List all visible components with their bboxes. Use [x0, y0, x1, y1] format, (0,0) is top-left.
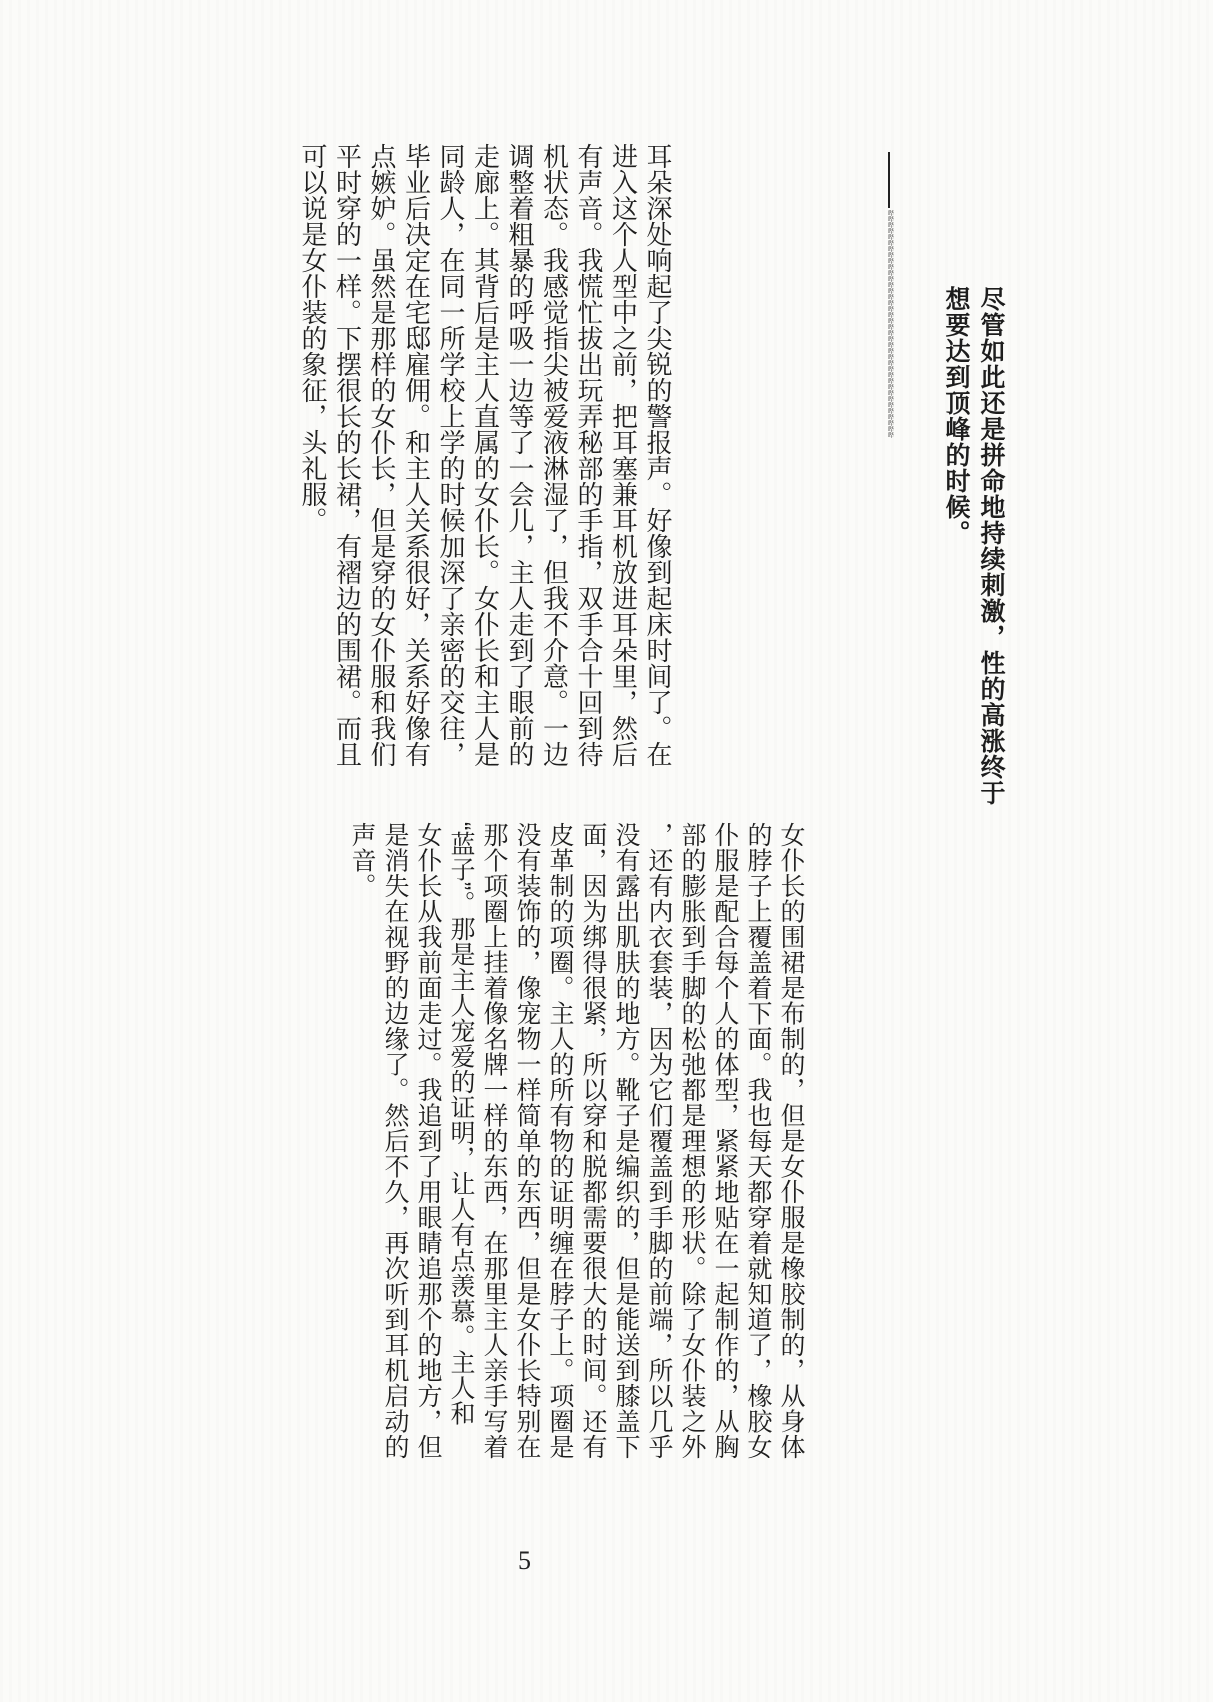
text-column: ，还有内衣套装，因为它们覆盖到手脚的前端，所以几乎	[645, 822, 673, 1460]
text-column: 走廊上。其背后是主人直属的女仆长。女仆长和主人是	[470, 143, 501, 767]
text-column: 耳朵深处响起了尖锐的警报声。好像到起床时间了。在	[643, 143, 673, 767]
text-column: 机状态。我感觉指尖被爱液淋湿了，但我不介意。一边	[539, 143, 570, 767]
sfx-small-text: 哔哔哔哔哔哔哔哔哔哔哔哔哔哔哔哔哔哔哔哔哔哔哔哔哔哔哔哔哔哔哔哔哔哔哔哔哔哔	[886, 210, 893, 438]
text-column: 是消失在视野的边缘了。然后不久，再次听到耳机启动的	[381, 822, 409, 1460]
sfx-dash-line	[888, 152, 890, 208]
text-column: 调整着粗暴的呼吸一边等了一会儿，主人走到了眼前的	[505, 143, 535, 767]
text-column: “蓝子”。那是主人宠爱的证明，让人有点羡慕。主人和	[447, 822, 475, 1427]
text-column: 点嫉妒。虽然是那样的女仆长，但是穿的女仆服和我们	[367, 143, 397, 767]
text-column: 皮革制的项圈。主人的所有物的证明缠在脖子上。项圈是	[546, 822, 574, 1460]
text-column: 没有露出肌肤的地方。靴子是编织的，但是能送到膝盖下	[612, 822, 640, 1460]
text-column: 女仆长从我前面走过。我追到了用眼睛追那个的地方，但	[414, 822, 442, 1460]
headline-column: 尽管如此还是拼命地持续刺激，性的高涨终于	[977, 286, 1005, 806]
text-column: 那个项圈上挂着像名牌一样的东西，在那里主人亲手写着	[480, 822, 508, 1460]
text-column: 可以说是女仆装的象征，头礼服。	[298, 143, 328, 533]
text-column: 声音。	[348, 822, 376, 899]
text-column: 部的膨胀到手脚的松弛都是理想的形状。除了女仆装之外	[678, 822, 706, 1460]
text-column: 仆服是配合每个人的体型，紧紧地贴在一起制作的，从胸	[711, 822, 739, 1460]
text-column: 没有装饰的，像宠物一样简单的东西，但是女仆长特别在	[513, 822, 541, 1460]
text-column: 毕业后决定在宅邸雇佣。和主人关系很好，关系好像有	[401, 143, 432, 767]
text-column: 同龄人，在同一所学校上学的时候加深了亲密的交往，	[436, 143, 466, 767]
text-column: 女仆长的围裙是布制的，但是女仆服是橡胶制的，从身体	[777, 822, 805, 1460]
headline-block	[938, 286, 1008, 846]
text-column: 进入这个人型中之前，把耳塞兼耳机放进耳朵里，然后	[608, 143, 639, 767]
text-column: 平时穿的一样。下摆很长的长裙，有褶边的围裙。而且	[332, 143, 363, 767]
paragraph-top	[296, 143, 676, 783]
text-column: 的脖子上覆盖着下面。我也每天都穿着就知道了，橡胶女	[744, 822, 772, 1460]
text-column: 有声音。我慌忙拔出玩弄秘部的手指，双手合十回到待	[574, 143, 604, 767]
sfx-block	[882, 152, 896, 438]
text-column: 面，因为绑得很紧，所以穿和脱都需要很大的时间。还有	[579, 822, 607, 1460]
page-number: 5	[518, 1546, 531, 1575]
paragraph-bottom	[345, 822, 807, 1472]
headline-column: 想要达到顶峰的时候。	[942, 286, 970, 546]
